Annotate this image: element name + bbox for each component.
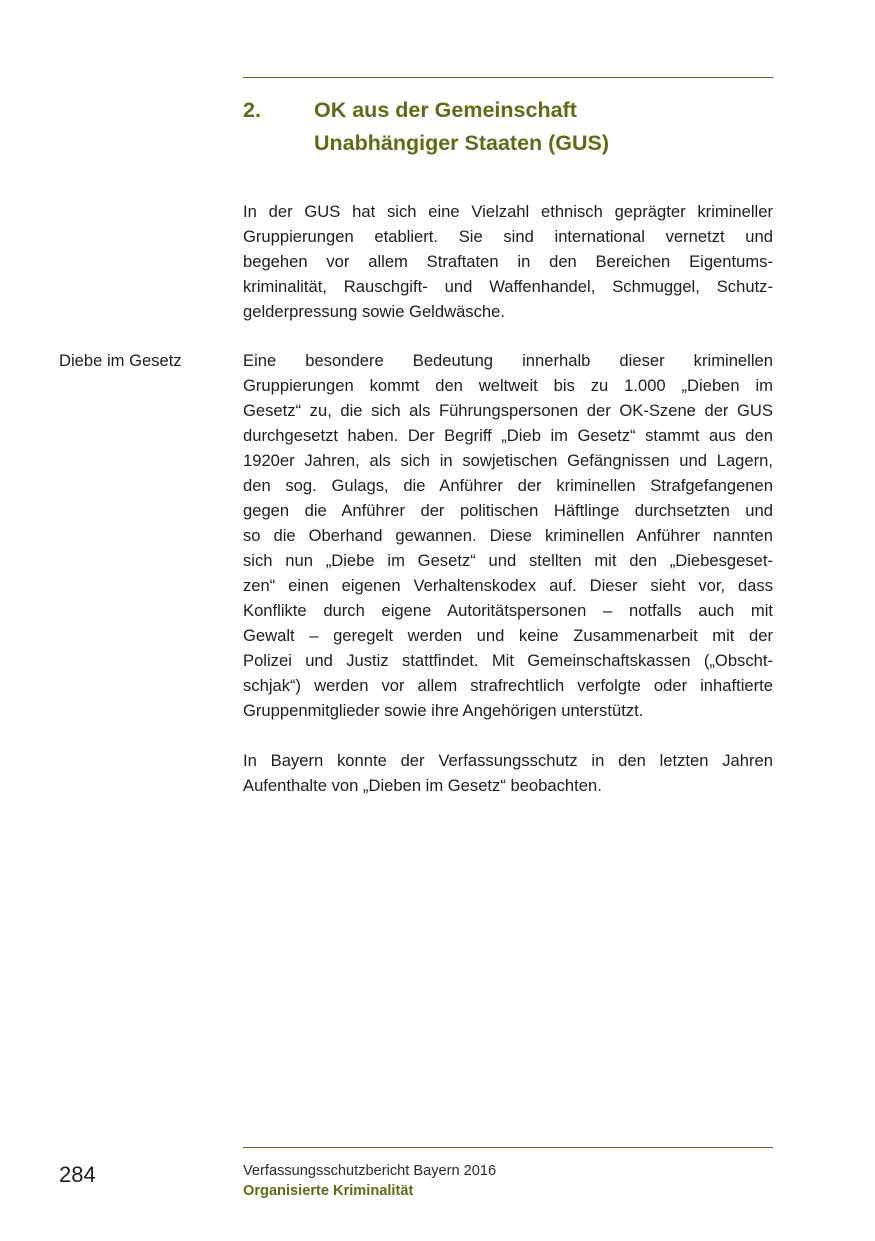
text-line: begehen vor allem Straftaten in den Bereichen Eigentums- (243, 252, 773, 271)
paragraph-diebe-im-gesetz (243, 348, 773, 723)
text-line: zen“ einen eigenen Verhaltenskodex auf. Dieser sieht vor, dass (243, 576, 773, 595)
text-line: gegen die Anführer der politischen Häftlinge durchsetzten und (243, 501, 773, 520)
text-line: Gesetz“ zu, die sich als Führungspersonen der OK-Szene der GUS (243, 401, 773, 420)
page-number: 284 (59, 1162, 96, 1187)
text-line: Aufenthalte von „Dieben im Gesetz“ beobachten. (243, 776, 602, 795)
section-number: 2. (243, 98, 261, 122)
footer-publication: Verfassungsschutzbericht Bayern 2016 (243, 1163, 497, 1179)
text-line: schjak“) werden vor allem strafrechtlich verfolgte oder inhaftierte (243, 676, 773, 695)
text-line: 1920er Jahren, als sich in sowjetischen Gefängnissen und Lagern, (243, 451, 773, 470)
section-title (314, 94, 774, 160)
text-line: kriminalität, Rauschgift- und Waffenhandel, Schmuggel, Schutz- (243, 277, 773, 296)
text-line: sich nun „Diebe im Gesetz“ und stellten mit den „Diebesgeset- (243, 551, 773, 570)
text-line: so die Oberhand gewannen. Diese kriminellen Anführer nannten (243, 526, 773, 545)
header-rule (243, 77, 773, 78)
section-title-line: Unabhängiger Staaten (GUS) (314, 131, 610, 155)
text-line: Gruppierungen kommt den weltweit bis zu 1.000 „Dieben im (243, 376, 773, 395)
text-line: den sog. Gulags, die Anführer der kriminellen Strafgefangenen (243, 476, 773, 495)
text-line: Gruppenmitglieder sowie ihre Angehörigen unterstützt. (243, 701, 644, 720)
footer-rule (243, 1147, 773, 1148)
text-line: Gewalt – geregelt werden und keine Zusammenarbeit mit der (243, 626, 773, 645)
text-line: Gruppierungen etabliert. Sie sind international vernetzt und (243, 227, 773, 246)
text-line: durchgesetzt haben. Der Begriff „Dieb im Gesetz“ stammt aus den (243, 426, 773, 445)
paragraph-bayern (243, 748, 773, 798)
text-line: In Bayern konnte der Verfassungsschutz in den letzten Jahren (243, 751, 773, 770)
text-line: Polizei und Justiz stattfindet. Mit Gemeinschaftskassen („Obscht- (243, 651, 773, 670)
text-line: In der GUS hat sich eine Vielzahl ethnisch geprägter krimineller (243, 202, 773, 221)
text-line: Konflikte durch eigene Autoritätspersonen – notfalls auch mit (243, 601, 773, 620)
text-line: Eine besondere Bedeutung innerhalb dieser kriminellen (243, 351, 773, 370)
text-line: gelderpressung sowie Geldwäsche. (243, 302, 505, 321)
margin-note: Diebe im Gesetz (59, 351, 182, 370)
paragraph-intro (243, 199, 773, 324)
footer-chapter: Organisierte Kriminalität (243, 1183, 414, 1199)
section-title-line: OK aus der Gemeinschaft (314, 98, 577, 122)
